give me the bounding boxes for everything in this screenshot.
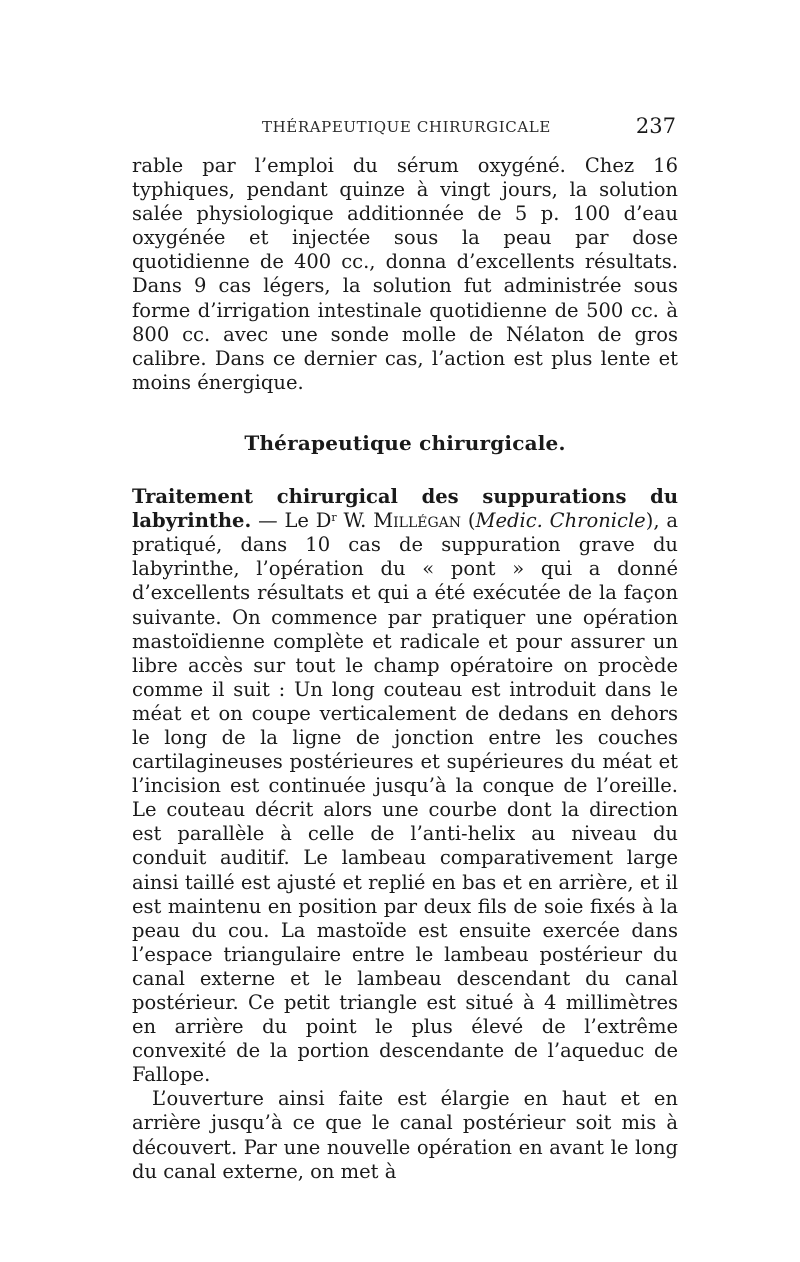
body-text bbox=[132, 154, 678, 1184]
continuation-paragraph: L’ouverture ainsi faite est élargie en haut et en arrière jusqu’à ce que le canal postérieur soit mis à découvert. Par une nouvelle opération en avant le long du canal externe, on met à bbox=[132, 1087, 678, 1183]
running-head bbox=[132, 114, 678, 142]
page-number: 237 bbox=[635, 114, 676, 138]
author-prefix: Le D bbox=[284, 509, 332, 533]
section-heading: Thérapeutique chirurgicale. bbox=[244, 430, 566, 455]
running-title: THÉRAPEUTIQUE CHIRURGICALE bbox=[262, 118, 551, 136]
intro-paragraph: rable par l’emploi du sérum oxygéné. Chez 16 typhiques, pendant quinze à vingt jours, la solution salée physiologique additionnée de 5 p. 100 d’eau oxygénée et injectée sous la peau par dose quotidienne de 400 cc., donna d’excellents résultats. Dans 9 cas légers, la solution fut administrée sous forme d’irrigation intestinale quotidienne de 500 cc. à 800 cc. avec une sonde molle de Nélaton de gros calibre. Dans ce dernier cas, l’action est plus lente et moins énergique. bbox=[132, 154, 678, 394]
author-initial: W. bbox=[336, 509, 374, 533]
article-body: ), a pratiqué, dans 10 cas de suppuration grave du labyrinthe, l’opération du « pont » qui a donné d’excellents résultats et qui a été exécutée de la façon suivante. On commence par pratiquer une opération mastoïdienne complète et radicale et pour assurer un libre accès sur tout le champ opératoire on procède comme il suit : Un long couteau est introduit dans le méat et on coupe verticalement de dedans en dehors le long de la ligne de jonction entre les couches cartilagineuses postérieures et supérieures du méat et l’incision est continuée jusqu’à la conque de l’oreille. Le couteau décrit alors une courbe dont la direction est parallèle à celle de l’anti-helix au niveau du conduit auditif. Le lambeau comparativement large ainsi taillé est ajusté et replié en bas et en arrière, et il est maintenu en position par deux fils de soie fixés à la peau du cou. La mastoïde est ensuite exercée dans l’espace triangulaire entre le lambeau postérieur du canal externe et le lambeau descendant du canal postérieur. Ce petit triangle est situé à 4 millimètres en arrière du point le plus élevé de l’extrême convexité de la portion descendante de l’aqueduc de Fallope. bbox=[132, 509, 678, 1087]
article-title: Traitement chirurgical des suppurations du labyrinthe. bbox=[132, 485, 678, 533]
article-paragraph bbox=[132, 485, 678, 1087]
source-journal: Medic. Chronicle bbox=[475, 509, 646, 533]
source-open: ( bbox=[461, 509, 476, 533]
author-sup: r bbox=[331, 511, 337, 525]
title-dash: — bbox=[251, 509, 285, 533]
author-name: Millégan bbox=[373, 509, 462, 533]
